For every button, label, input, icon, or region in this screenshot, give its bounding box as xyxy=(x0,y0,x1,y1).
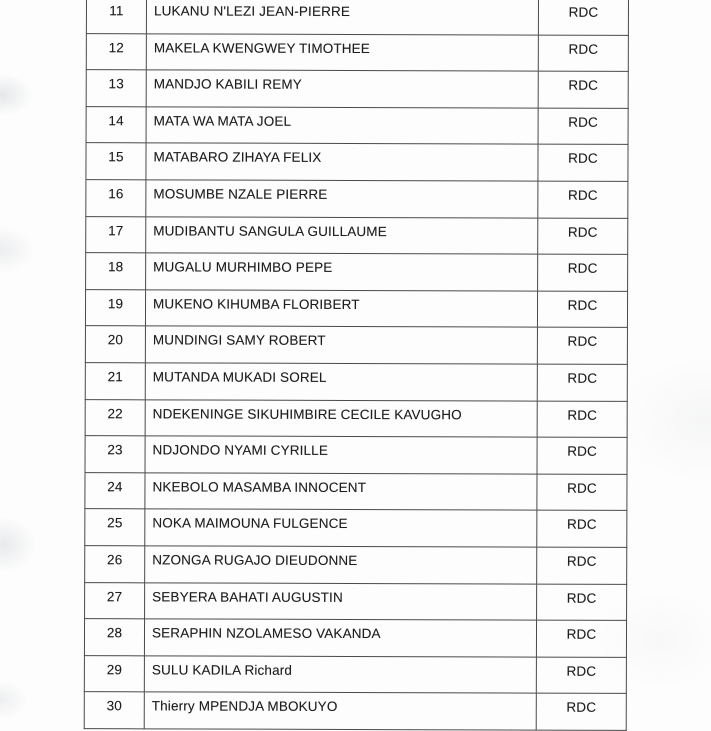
country-cell: RDC xyxy=(538,35,628,72)
row-number-cell: 21 xyxy=(85,363,145,400)
row-number-cell: 14 xyxy=(86,106,146,143)
row-number-cell: 18 xyxy=(86,253,146,290)
row-number-cell: 15 xyxy=(86,143,146,180)
person-name-cell: NOKA MAIMOUNA FULGENCE xyxy=(145,509,537,547)
country-cell: RDC xyxy=(537,291,627,328)
table-row xyxy=(86,253,628,291)
country-cell: RDC xyxy=(537,401,627,438)
row-number-cell: 28 xyxy=(84,619,144,656)
table-row xyxy=(86,143,628,181)
row-number-cell: 12 xyxy=(86,33,146,70)
roster-table xyxy=(84,0,629,731)
person-name-cell: MUDIBANTU SANGULA GUILLAUME xyxy=(146,216,538,254)
table-row xyxy=(84,619,626,657)
person-name-cell: MAKELA KWENGWEY TIMOTHEE xyxy=(146,33,538,71)
row-number-cell: 30 xyxy=(84,692,144,729)
person-name-cell: SULU KADILA Richard xyxy=(144,656,536,694)
table-row xyxy=(85,399,627,437)
person-name-cell: MUKENO KIHUMBA FLORIBERT xyxy=(145,290,537,328)
person-name-cell: MUGALU MURHIMBO PEPE xyxy=(146,253,538,291)
country-cell: RDC xyxy=(538,218,628,255)
person-name-cell: MOSUMBE NZALE PIERRE xyxy=(146,180,538,218)
table-row xyxy=(85,289,627,327)
table-row xyxy=(85,472,627,510)
country-cell: RDC xyxy=(538,71,628,108)
row-number-cell: 11 xyxy=(86,0,146,33)
row-number-cell: 19 xyxy=(85,289,145,326)
table-row xyxy=(85,546,627,584)
person-name-cell: MATA WA MATA JOEL xyxy=(146,107,538,145)
country-cell: RDC xyxy=(536,620,626,657)
table-row xyxy=(84,692,626,730)
person-name-cell: MANDJO KABILI REMY xyxy=(146,70,538,108)
country-cell: RDC xyxy=(537,327,627,364)
country-cell: RDC xyxy=(538,254,628,291)
country-cell: RDC xyxy=(536,657,626,694)
table-row xyxy=(85,582,627,620)
table-row xyxy=(86,106,628,144)
person-name-cell: NDEKENINGE SIKUHIMBIRE CECILE KAVUGHO xyxy=(145,399,537,437)
row-number-cell: 23 xyxy=(85,436,145,473)
country-cell: RDC xyxy=(537,364,627,401)
row-number-cell: 29 xyxy=(84,655,144,692)
person-name-cell: Thierry MPENDJA MBOKUYO xyxy=(144,692,536,730)
row-number-cell: 16 xyxy=(86,180,146,217)
country-cell: RDC xyxy=(537,547,627,584)
country-cell: RDC xyxy=(537,584,627,621)
person-name-cell: MATABARO ZIHAYA FELIX xyxy=(146,143,538,181)
table-row xyxy=(85,436,627,474)
country-cell: RDC xyxy=(538,144,628,181)
roster-table-body xyxy=(84,0,628,730)
table-row xyxy=(85,326,627,364)
row-number-cell: 13 xyxy=(86,70,146,107)
table-row xyxy=(84,655,626,693)
country-cell: RDC xyxy=(538,0,628,35)
country-cell: RDC xyxy=(536,693,626,730)
row-number-cell: 20 xyxy=(85,326,145,363)
country-cell: RDC xyxy=(538,108,628,145)
table-row xyxy=(86,180,628,218)
person-name-cell: MUTANDA MUKADI SOREL xyxy=(145,363,537,401)
country-cell: RDC xyxy=(537,510,627,547)
table-row xyxy=(86,0,628,35)
table-row xyxy=(86,70,628,108)
person-name-cell: NKEBOLO MASAMBA INNOCENT xyxy=(145,473,537,511)
table-row xyxy=(86,33,628,71)
country-cell: RDC xyxy=(537,437,627,474)
person-name-cell: SEBYERA BAHATI AUGUSTIN xyxy=(145,582,537,620)
row-number-cell: 22 xyxy=(85,399,145,436)
person-name-cell: NDJONDO NYAMI CYRILLE xyxy=(145,436,537,474)
person-name-cell: NZONGA RUGAJO DIEUDONNE xyxy=(145,546,537,584)
table-row xyxy=(86,216,628,254)
table-row xyxy=(85,509,627,547)
row-number-cell: 25 xyxy=(85,509,145,546)
country-cell: RDC xyxy=(537,474,627,511)
person-name-cell: LUKANU N'LEZI JEAN-PIERRE xyxy=(146,0,538,35)
country-cell: RDC xyxy=(538,181,628,218)
person-name-cell: MUNDINGI SAMY ROBERT xyxy=(145,326,537,364)
person-name-cell: SERAPHIN NZOLAMESO VAKANDA xyxy=(144,619,536,657)
row-number-cell: 17 xyxy=(86,216,146,253)
row-number-cell: 24 xyxy=(85,472,145,509)
row-number-cell: 26 xyxy=(85,546,145,583)
row-number-cell: 27 xyxy=(85,582,145,619)
table-row xyxy=(85,363,627,401)
